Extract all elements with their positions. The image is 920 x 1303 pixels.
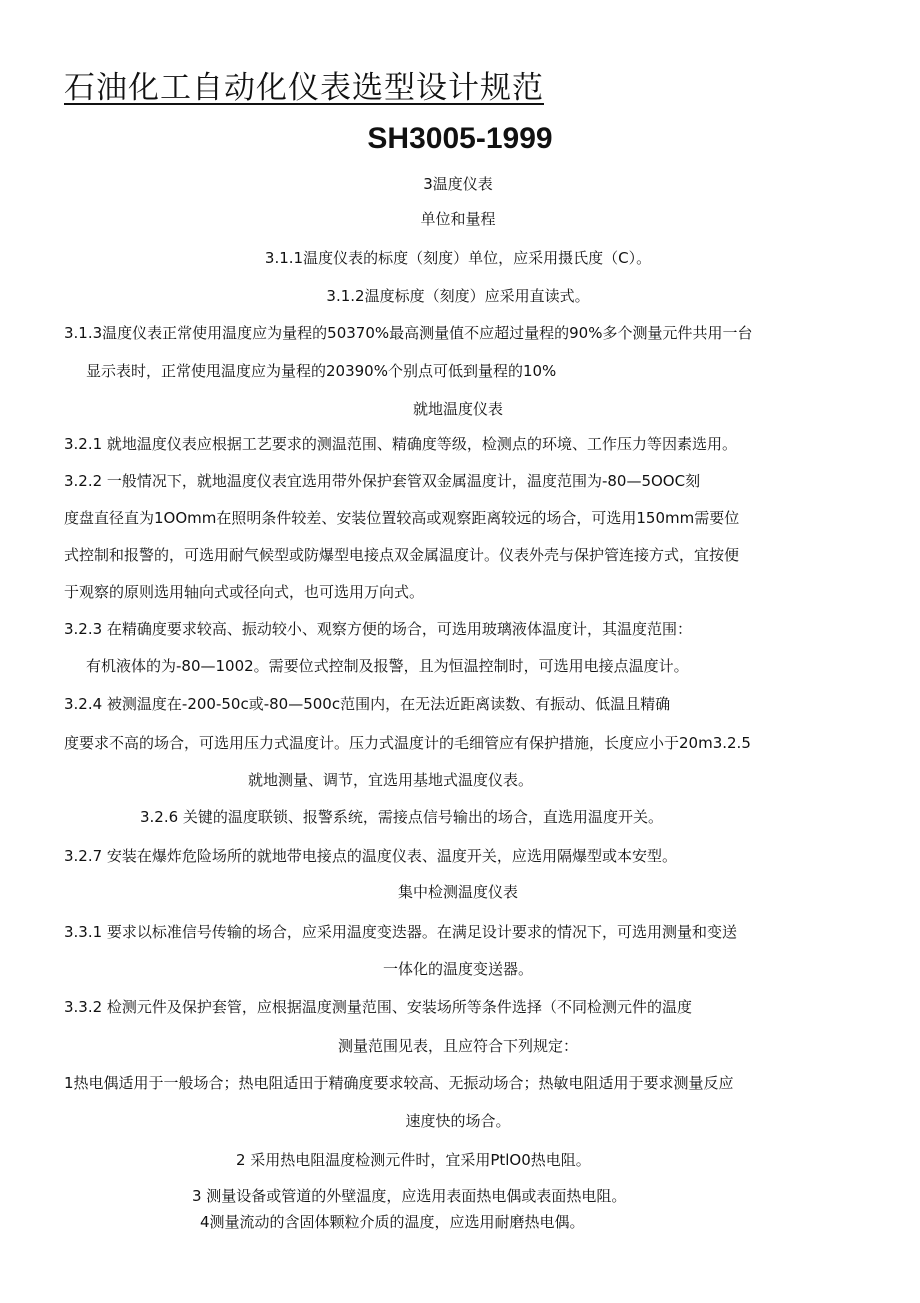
subsection-heading: 就地温度仪表 [412, 400, 503, 418]
clause-text: 式控制和报警的，可选用耐气候型或防爆型电接点双金属温度计。仪表外壳与保护管连接方式，宜按便 [64, 546, 740, 564]
clause-text: 3.2.3 在精确度要求较高、振动较小、观察方便的场合，可选用玻璃液体温度计，其温度范围： [64, 620, 692, 638]
clause-text: 有机液体的为-80—1002。需要位式控制及报警，且为恒温控制时，可选用电接点温度计。 [86, 657, 689, 675]
section-heading: 3温度仪表 [423, 175, 493, 193]
standard-code: SH3005-1999 [367, 122, 553, 155]
subsection-heading: 单位和量程 [420, 210, 496, 228]
clause-text: 测量范围见表，且应符合下列规定： [337, 1037, 578, 1055]
subsection-heading: 集中检测温度仪表 [397, 883, 518, 901]
clause-text: 4测量流动的含固体颗粒介质的温度，应选用耐磨热电偶。 [200, 1213, 585, 1231]
clause-text: 2 采用热电阻温度检测元件时，宜采用PtlO0热电阻。 [236, 1151, 591, 1169]
clause-text: 3.1.3温度仪表正常使用温度应为量程的50370%最高测量值不应超过量程的90%多个测量元件共用一台 [64, 324, 753, 342]
clause-text: 3.3.2 检测元件及保护套管，应根据温度测量范围、安装场所等条件选择（不同检测元件的温度 [64, 998, 692, 1016]
clause-text: 3.1.2温度标度（刻度）应采用直读式。 [326, 287, 590, 305]
clause-text: 度要求不高的场合，可选用压力式温度计。压力式温度计的毛细管应有保护措施，长度应小于20m3.2.5 [64, 734, 751, 752]
clause-text: 度盘直径直为1OOmm在照明条件较差、安装位置较高或观察距离较远的场合，可选用150mm需要位 [64, 509, 740, 527]
clause-text: 一体化的温度变送器。 [382, 960, 533, 978]
clause-text: 就地测量、调节，宜选用基地式温度仪表。 [248, 771, 534, 789]
clause-text: 速度快的场合。 [405, 1112, 511, 1130]
clause-text: 3.2.4 被测温度在-200-50c或-80—500c范围内，在无法近距离读数、有振动、低温且精确 [64, 695, 671, 713]
clause-text: 1热电偶适用于一般场合；热电阻适田于精确度要求较高、无振动场合；热敏电阻适用于要求测量反应 [64, 1074, 734, 1092]
document-title: 石油化工自动化仪表选型设计规范 [64, 70, 544, 106]
clause-text: 3.2.1 就地温度仪表应根据工艺要求的测温范围、精确度等级，检测点的环境、工作压力等因素选用。 [64, 435, 737, 453]
clause-text: 于观察的原则选用轴向式或径向式，也可选用万向式。 [64, 583, 425, 601]
clause-text: 3.1.1温度仪表的标度（刻度）单位，应采用摄氏度（C）。 [264, 249, 652, 267]
clause-text: 3.2.2 一般情况下，就地温度仪表宜选用带外保护套管双金属温度计，温度范围为-80—5OOC刻 [64, 472, 701, 490]
clause-text: 显示表时，正常使甩温度应为量程的20390%个别点可低到量程的10% [86, 362, 557, 380]
clause-text: 3.2.7 安装在爆炸危险场所的就地带电接点的温度仪表、温度开关，应选用隔爆型或本安型。 [64, 847, 677, 865]
clause-text: 3.3.1 要求以标准信号传输的场合，应采用温度变迭器。在满足设计要求的情况下，可选用测量和变送 [64, 923, 737, 941]
clause-text: 3.2.6 关键的温度联锁、报警系统，需接点信号输出的场合，直选用温度开关。 [140, 808, 663, 826]
clause-text: 3 测量设备或管道的外壁温度，应选用表面热电偶或表面热电阻。 [192, 1187, 627, 1205]
